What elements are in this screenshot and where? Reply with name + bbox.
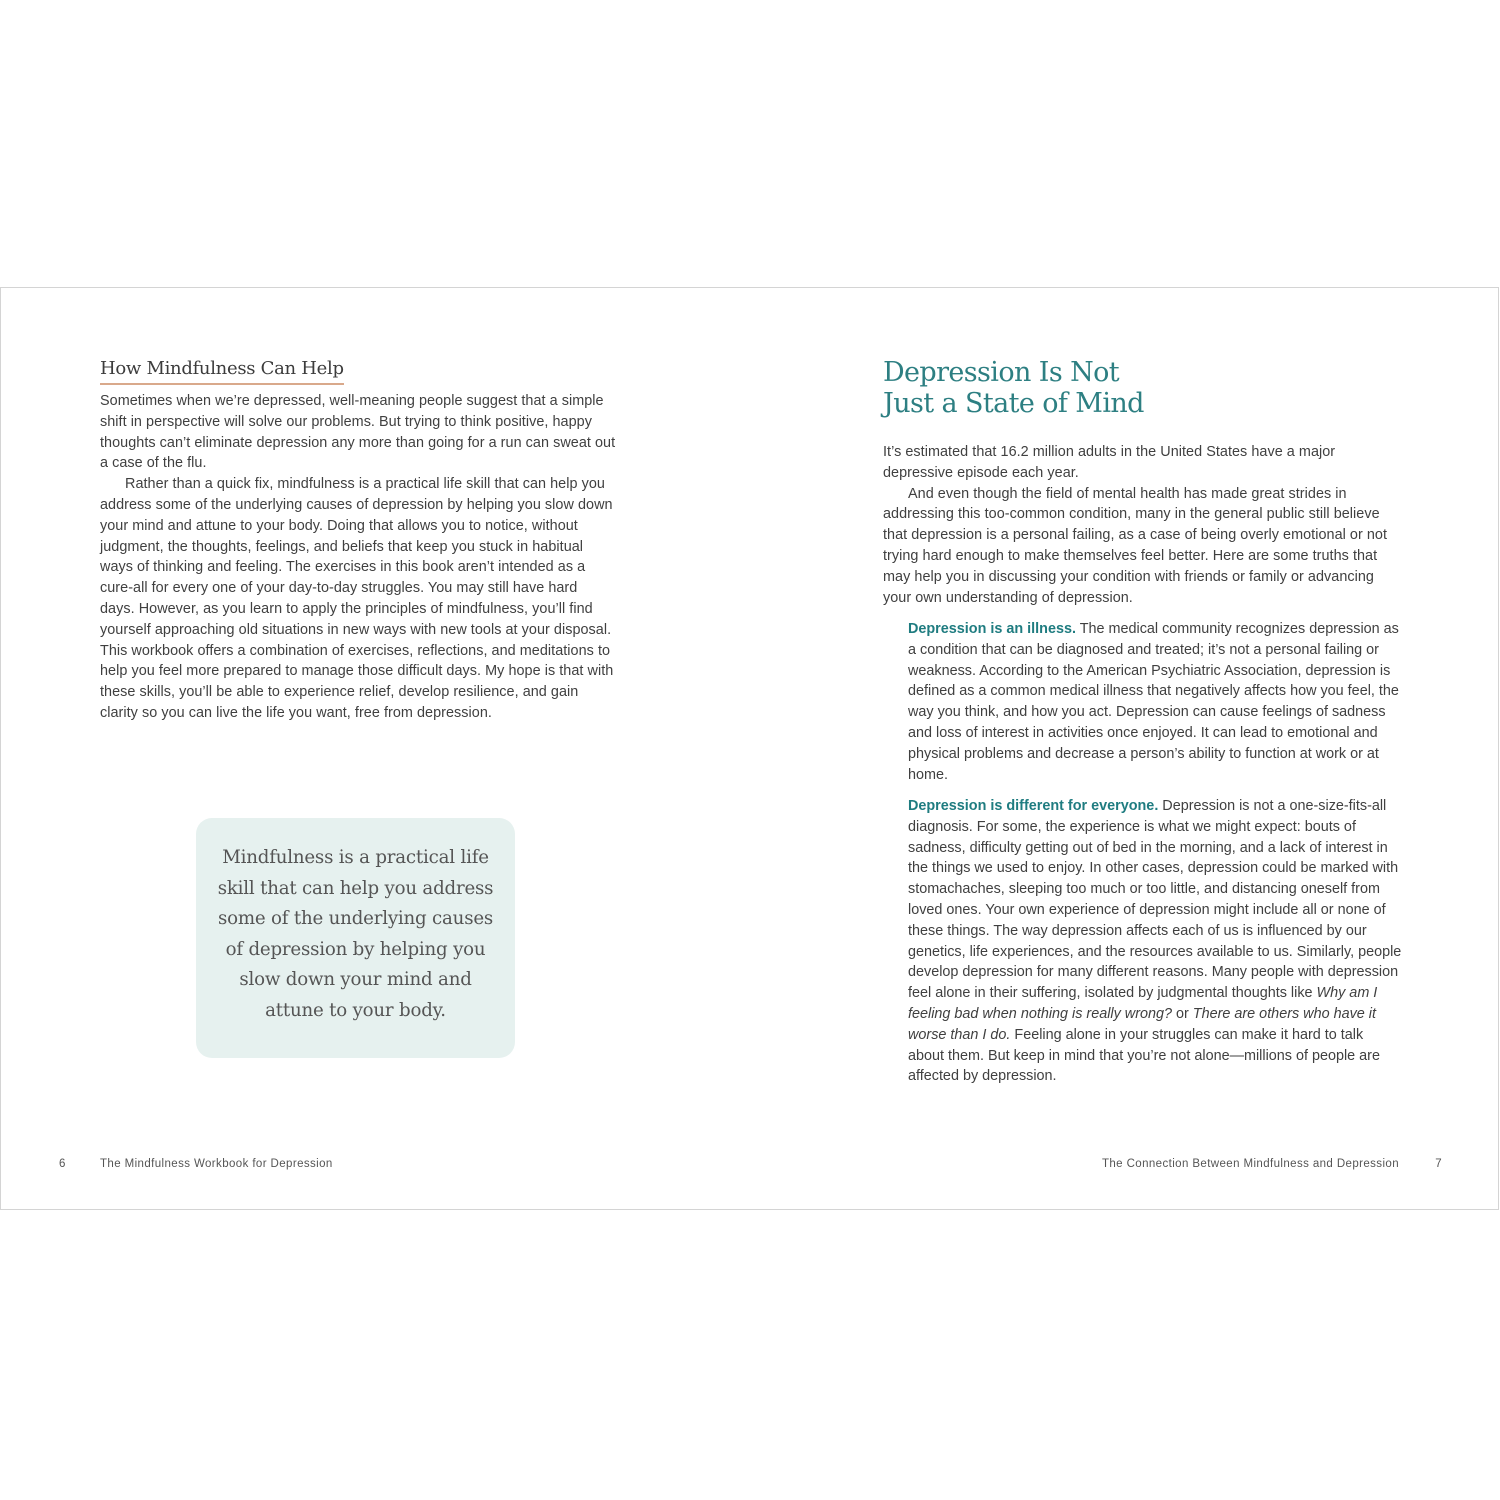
- page-number-right: 7: [1435, 1158, 1442, 1170]
- chapter-title-line-1: Depression Is Not: [883, 357, 1120, 388]
- list-item: [908, 796, 1403, 1087]
- page-number-left: 6: [59, 1158, 66, 1170]
- paragraph: Sometimes when we’re depressed, well-meaning people suggest that a simple shift in perspective will solve our problems. But trying to think positive, happy thoughts can’t eliminate depression any more than going for a run can sweat out a case of the flu.: [100, 393, 616, 472]
- section-heading: How Mindfulness Can Help: [100, 356, 344, 385]
- right-body-text: [883, 442, 1403, 608]
- paragraph: And even though the field of mental health has made great strides in addressing this too-common condition, many in the general public still believe that depression is a personal failing, as a case of being overly emotional or not trying hard enough to make themselves feel better. Here are some truths that may help you in discussing your condition with friends or family or advancing your own understanding of depression.: [883, 485, 1388, 606]
- italic-thought: Why am I feeling bad when nothing is really wrong?: [908, 985, 1378, 1022]
- left-body-text: [100, 391, 616, 724]
- list-item: [908, 619, 1403, 785]
- book-spread: [0, 287, 1499, 1210]
- list-item-lead: Depression is an illness.: [908, 621, 1076, 637]
- list-item-text: or: [1172, 1005, 1193, 1022]
- paragraph: It’s estimated that 16.2 million adults in the United States have a major depressive episode each year.: [883, 444, 1336, 481]
- list-item-text: The medical community recognizes depression as a condition that can be diagnosed and treated; it’s not a personal failing or weakness. According to the American Psychiatric Association, depression is defined as a common medical illness that negatively affects how you feel, the way you think, and how you act. Depression can cause feelings of sadness and loss of interest in activities once enjoyed. It can lead to emotional and physical problems and decrease a person’s ability to function at work or at home.: [908, 621, 1399, 783]
- left-page: [1, 288, 751, 1209]
- italic-thought: There are others who have it worse than I do.: [908, 1005, 1376, 1043]
- list-item-text: Feeling alone in your struggles can make it hard to talk about them. But keep in mind that you’re not alone—millions of people are affected by depression.: [908, 1026, 1380, 1085]
- right-page: [751, 288, 1499, 1209]
- list-item-lead: Depression is different for everyone.: [908, 798, 1159, 814]
- running-head-right: The Connection Between Mindfulness and Depression: [1101, 1158, 1399, 1170]
- list-item-text: Depression is not a one-size-fits-all diagnosis. For some, the experience is what we might expect: bouts of sadness, difficulty getting out of bed in the morning, and a lack of interest in the things we used to enjoy. In other cases, depression could be marked with stomachaches, sleeping too much or too little, and distancing oneself from loved ones. Your own experience of depression might include all or none of these things. The way depression affects each of us is influenced by our genetics, life experiences, and the resources available to us. Similarly, people develop depression for many different reasons. Many people with depression feel alone in their suffering, isolated by judgmental thoughts like: [908, 798, 1402, 1002]
- chapter-title: [883, 357, 1403, 419]
- paragraph: Rather than a quick fix, mindfulness is a practical life skill that can help you address some of the underlying causes of depression by helping you slow down your mind and attune to your body. Doing that allows you to notice, without judgment, the thoughts, feelings, and beliefs that keep you stuck in habitual ways of thinking and feeling. The exercises in this book aren’t intended as a cure-all for every one of your day-to-day struggles. You may still have hard days. However, as you learn to apply the principles of mindfulness, you’ll find yourself approaching old situations in new ways with new tools at your disposal. This workbook offers a combination of exercises, reflections, and meditations to help you feel more prepared to manage those difficult days. My hope is that with these skills, you’ll be able to experience relief, develop resilience, and gain clarity so you can live the life you want, free from depression.: [100, 476, 614, 721]
- running-head-left: The Mindfulness Workbook for Depression: [100, 1158, 333, 1170]
- pull-quote-box: [196, 818, 515, 1058]
- pull-quote-text: Mindfulness is a practical life skill that can help you address some of the underlying causes of depression by helping you slow down your mind and attune to your body.: [217, 847, 494, 1021]
- chapter-title-line-2: Just a State of Mind: [883, 388, 1144, 419]
